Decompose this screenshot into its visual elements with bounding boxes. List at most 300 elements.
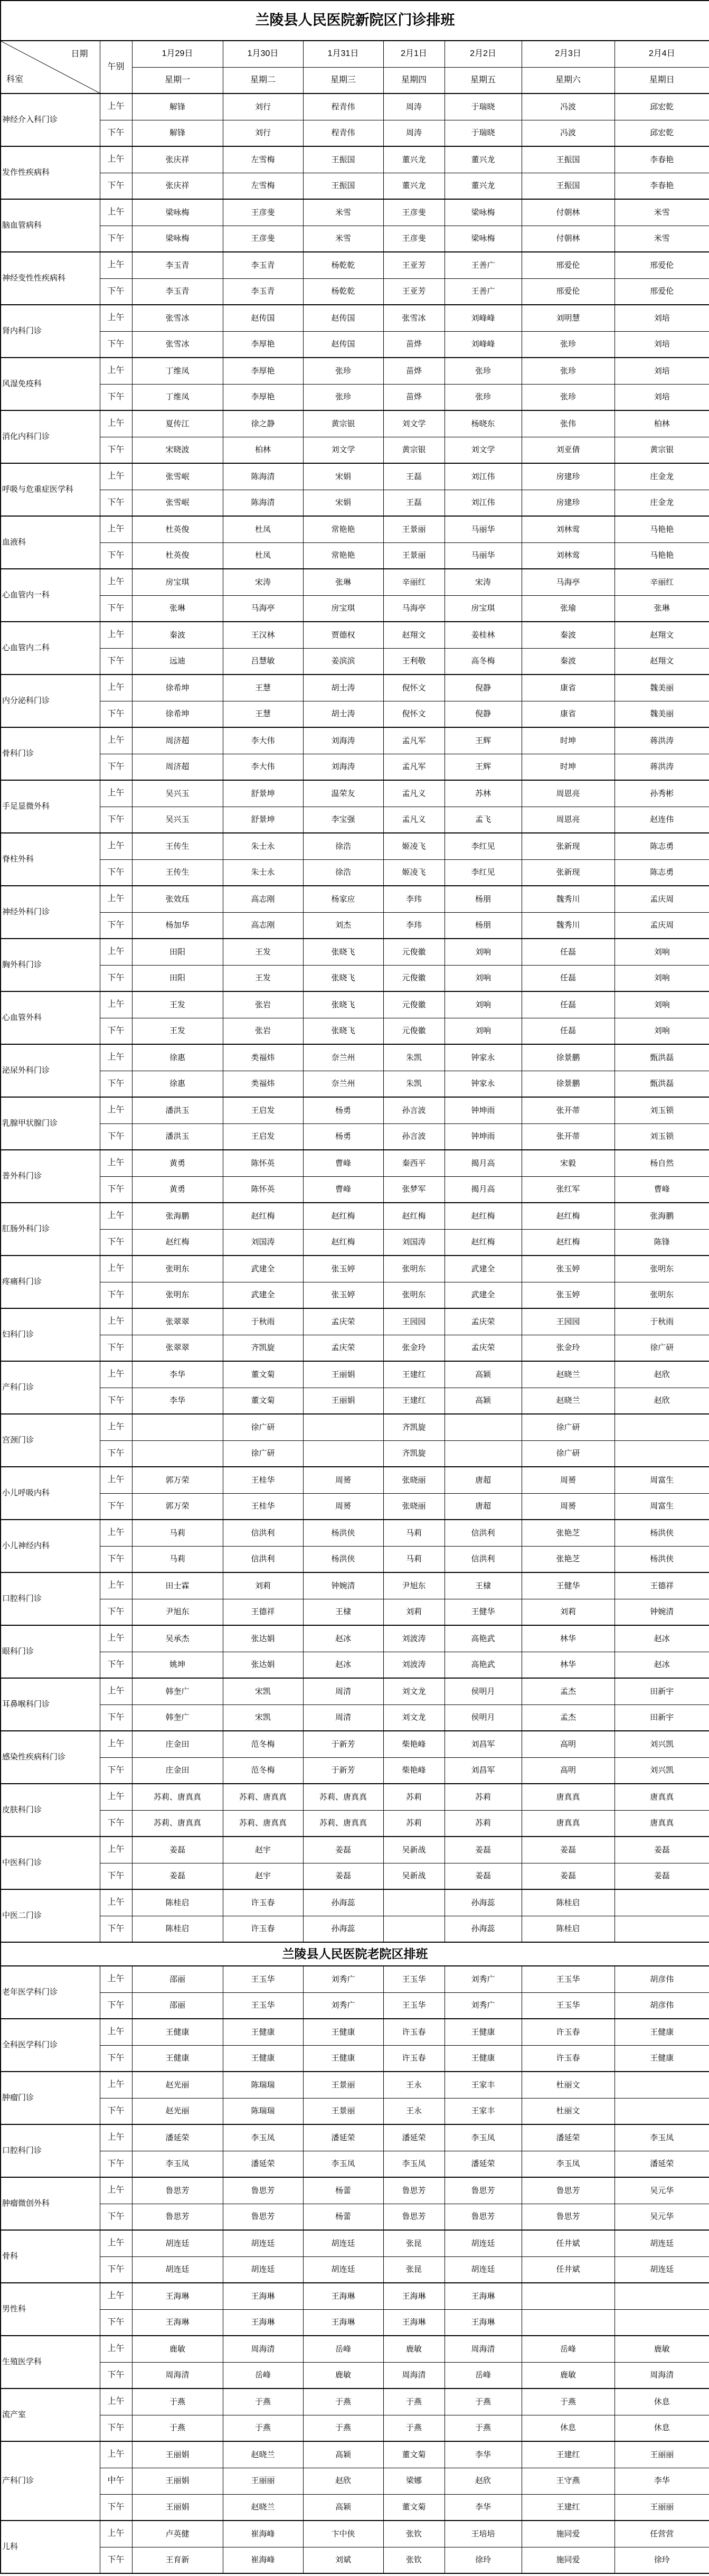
schedule-cell: 任磊: [522, 965, 615, 991]
schedule-cell: 杨晓东: [445, 410, 522, 437]
schedule-cell: 刘莉: [383, 1599, 445, 1625]
schedule-cell: 于燕: [383, 2388, 445, 2415]
schedule-cell: 张金玲: [522, 1335, 615, 1361]
schedule-cell: 梁咏梅: [445, 226, 522, 252]
schedule-cell: 张艳芝: [522, 1546, 615, 1572]
shift-label: 下午: [100, 1229, 132, 1256]
table-row: [1, 912, 709, 939]
shift-label: 上午: [100, 1467, 132, 1493]
schedule-cell: 刘文龙: [383, 1704, 445, 1731]
schedule-cell: 苏林: [445, 780, 522, 807]
schedule-cell: 于燕: [223, 2415, 303, 2441]
schedule-cell: 赵光丽: [132, 2072, 223, 2098]
schedule-cell: 王丽丽: [615, 2494, 709, 2521]
schedule-cell: 王健康: [223, 2045, 303, 2072]
department-name: 口腔科门诊: [1, 2124, 100, 2177]
schedule-cell: 高颖: [445, 1388, 522, 1414]
schedule-cell: 李玉青: [223, 252, 303, 278]
schedule-cell: 岳峰: [522, 2336, 615, 2362]
table-row: [1, 1599, 709, 1625]
date-header: 2月2日: [445, 41, 522, 67]
schedule-cell: 孟杰: [522, 1678, 615, 1704]
schedule-cell: 胡士涛: [303, 701, 383, 727]
schedule-cell: 王海琳: [383, 2283, 445, 2309]
schedule-cell: 房宝琪: [445, 595, 522, 622]
schedule-cell: 赵翔文: [615, 648, 709, 675]
department-name: 中医科门诊: [1, 1837, 100, 1889]
schedule-cell: 吴兴玉: [132, 807, 223, 833]
department-name: 泌尿外科门诊: [1, 1044, 100, 1097]
date-header: 1月30日: [223, 41, 303, 67]
schedule-cell: 王家丰: [445, 2098, 522, 2124]
schedule-cell: 宋凯: [223, 1704, 303, 1731]
schedule-cell: 王健康: [445, 2045, 522, 2072]
schedule-cell: 马海亭: [522, 569, 615, 595]
department-name: 耳鼻喉科门诊: [1, 1678, 100, 1731]
schedule-cell: 周恩亮: [522, 807, 615, 833]
schedule-cell: 苏莉、唐真真: [303, 1810, 383, 1837]
schedule-cell: 王景丽: [303, 2098, 383, 2124]
schedule-cell: 姬凌飞: [383, 833, 445, 859]
table-row: [1, 93, 709, 120]
schedule-cell: 吕慧敏: [223, 648, 303, 675]
schedule-cell: 潘洪玉: [132, 1097, 223, 1123]
schedule-cell: 张新现: [522, 859, 615, 886]
schedule-cell: 鲁思芳: [383, 2204, 445, 2230]
table-row: [1, 1044, 709, 1071]
schedule-cell: 王玉华: [383, 1992, 445, 2019]
schedule-cell: 潘延荣: [615, 2151, 709, 2177]
schedule-cell: 武建全: [223, 1256, 303, 1282]
schedule-cell: 唐超: [445, 1467, 522, 1493]
schedule-cell: 刘响: [615, 991, 709, 1018]
schedule-cell: 柴艳峰: [383, 1731, 445, 1757]
schedule-cell: 孟凡军: [383, 727, 445, 754]
shift-label: 上午: [100, 1784, 132, 1810]
schedule-cell: 刘响: [615, 965, 709, 991]
shift-label: 下午: [100, 2151, 132, 2177]
schedule-cell: [522, 2283, 615, 2309]
schedule-cell: 周海清: [132, 2362, 223, 2388]
date-header: 2月1日: [383, 41, 445, 67]
schedule-cell: 时坤: [522, 727, 615, 754]
table-row: [1, 2124, 709, 2151]
schedule-cell: 李红见: [445, 859, 522, 886]
department-name: 心血管内一科: [1, 569, 100, 622]
shift-label: 上午: [100, 886, 132, 912]
schedule-cell: 胡彦伟: [615, 1966, 709, 1992]
schedule-cell: 王丽丽: [223, 2468, 303, 2494]
shift-label: 上午: [100, 2230, 132, 2256]
schedule-cell: 孟凡义: [383, 780, 445, 807]
schedule-cell: 王桂华: [223, 1467, 303, 1493]
schedule-cell: 张金玲: [383, 1335, 445, 1361]
date-header: 2月3日: [522, 41, 615, 67]
shift-label: 下午: [100, 2045, 132, 2072]
shift-label: 下午: [100, 754, 132, 780]
schedule-cell: 徐玲: [615, 2547, 709, 2573]
schedule-cell: 陈志勇: [615, 859, 709, 886]
corner-date-label: 日期: [71, 50, 88, 59]
schedule-cell: 张新现: [522, 833, 615, 859]
weekday-header: 星期日: [615, 67, 709, 93]
schedule-cell: 刘峰峰: [445, 305, 522, 331]
table-row: [1, 1361, 709, 1388]
schedule-cell: 张庆祥: [132, 173, 223, 199]
shift-label: 上午: [100, 1256, 132, 1282]
schedule-cell: 张艳芝: [522, 1520, 615, 1546]
schedule-cell: 张雪岷: [132, 463, 223, 490]
schedule-cell: 类福炜: [223, 1071, 303, 1097]
department-name: 小儿呼吸内科: [1, 1467, 100, 1520]
department-name: 神经外科门诊: [1, 886, 100, 939]
schedule-cell: 宋涛: [223, 569, 303, 595]
schedule-cell: 周涛: [383, 93, 445, 120]
schedule-cell: 许玉春: [223, 1889, 303, 1916]
schedule-cell: 钟婉清: [615, 1599, 709, 1625]
schedule-cell: 刘斌: [303, 2547, 383, 2573]
schedule-cell: 鹿敏: [383, 2336, 445, 2362]
shift-label: 上午: [100, 2124, 132, 2151]
schedule-cell: 田新宇: [615, 1704, 709, 1731]
schedule-cell: 曹峰: [303, 1150, 383, 1176]
schedule-cell: 王玉华: [522, 1992, 615, 2019]
schedule-cell: 米雪: [303, 199, 383, 226]
schedule-cell: 王海琳: [132, 2283, 223, 2309]
schedule-cell: 李大伟: [223, 754, 303, 780]
shift-label: 下午: [100, 2309, 132, 2336]
table-row: [1, 939, 709, 965]
schedule-cell: 王丽丽: [615, 2441, 709, 2468]
schedule-cell: 李厚艳: [223, 331, 303, 358]
schedule-cell: 王善广: [445, 278, 522, 305]
shift-label: 上午: [100, 1678, 132, 1704]
schedule-cell: 刘昌军: [445, 1757, 522, 1784]
schedule-cell: 刘培: [615, 384, 709, 410]
schedule-cell: 侯明月: [445, 1678, 522, 1704]
schedule-cell: 柏林: [615, 410, 709, 437]
table-row: [1, 1520, 709, 1546]
schedule-cell: 孙海蕊: [303, 1916, 383, 1942]
shift-label: 下午: [100, 1071, 132, 1097]
schedule-cell: 孟庆荣: [445, 1335, 522, 1361]
schedule-cell: 于燕: [445, 2388, 522, 2415]
schedule-cell: 赵欣: [615, 1388, 709, 1414]
schedule-cell: 舒景坤: [223, 807, 303, 833]
schedule-cell: 张达娟: [223, 1625, 303, 1652]
schedule-cell: [303, 1414, 383, 1440]
schedule-cell: 孟庆荣: [303, 1335, 383, 1361]
schedule-cell: 潘洪玉: [132, 1123, 223, 1150]
schedule-cell: 钟家永: [445, 1071, 522, 1097]
schedule-cell: 信洪利: [445, 1520, 522, 1546]
weekday-header: 星期三: [303, 67, 383, 93]
schedule-cell: 刘响: [615, 939, 709, 965]
schedule-cell: 庄金田: [132, 1757, 223, 1784]
table-row: [1, 1467, 709, 1493]
shift-label: 上午: [100, 1625, 132, 1652]
shift-label: 上午: [100, 2072, 132, 2098]
schedule-cell: [615, 1889, 709, 1916]
schedule-cell: 王永: [383, 2098, 445, 2124]
schedule-cell: 苏莉: [445, 1784, 522, 1810]
schedule-cell: 徐希坤: [132, 675, 223, 701]
table-row: [1, 1388, 709, 1414]
schedule-cell: [383, 1916, 445, 1942]
schedule-cell: 徐广研: [615, 1335, 709, 1361]
schedule-cell: 赵欣: [445, 2468, 522, 2494]
schedule-cell: 杨家应: [303, 886, 383, 912]
table-row: [1, 2494, 709, 2521]
table-row: [1, 252, 709, 278]
schedule-cell: 范冬梅: [223, 1757, 303, 1784]
table-row: [1, 1916, 709, 1942]
department-name: 产科门诊: [1, 2441, 100, 2521]
table-row: [1, 2045, 709, 2072]
schedule-cell: 吴新战: [383, 1863, 445, 1889]
department-name: 感染性疾病科门诊: [1, 1731, 100, 1784]
schedule-cell: 王亚芳: [383, 278, 445, 305]
schedule-cell: 徐广研: [522, 1414, 615, 1440]
schedule-cell: 程青伟: [303, 93, 383, 120]
schedule-cell: 赵冰: [615, 1625, 709, 1652]
schedule-cell: [445, 1414, 522, 1440]
schedule-cell: 王丽娟: [303, 1361, 383, 1388]
schedule-cell: 林华: [522, 1625, 615, 1652]
schedule-cell: 李厚艳: [223, 358, 303, 384]
department-name: 血液科: [1, 516, 100, 569]
schedule-cell: 马莉: [132, 1546, 223, 1572]
schedule-cell: 田阳: [132, 965, 223, 991]
schedule-cell: 李华: [445, 2441, 522, 2468]
table-row: [1, 226, 709, 252]
schedule-cell: 赵连伟: [615, 807, 709, 833]
schedule-cell: 王景丽: [383, 542, 445, 569]
table-row: [1, 278, 709, 305]
schedule-cell: 赵晓兰: [223, 2441, 303, 2468]
schedule-cell: 苗烨: [383, 331, 445, 358]
schedule-cell: 苏莉、唐真真: [303, 1784, 383, 1810]
department-name: 呼吸与危重症医学科: [1, 463, 100, 516]
schedule-cell: 王健康: [303, 2045, 383, 2072]
schedule-cell: 张琳: [615, 595, 709, 622]
shift-label: 上午: [100, 1044, 132, 1071]
schedule-cell: 康省: [522, 701, 615, 727]
schedule-cell: 周济超: [132, 754, 223, 780]
department-name: 骨科: [1, 2230, 100, 2283]
schedule-cell: 胡连廷: [445, 2230, 522, 2256]
shift-label: 下午: [100, 490, 132, 516]
schedule-cell: 张晓飞: [303, 965, 383, 991]
schedule-cell: 曹峰: [615, 1176, 709, 1203]
schedule-cell: 潘延荣: [223, 2151, 303, 2177]
schedule-cell: 康省: [522, 675, 615, 701]
schedule-cell: 丁维凤: [132, 384, 223, 410]
schedule-cell: 刘响: [445, 965, 522, 991]
shift-label: 上午: [100, 1203, 132, 1229]
schedule-cell: 苗烨: [383, 384, 445, 410]
schedule-cell: 潘延荣: [303, 2124, 383, 2151]
corner-cell: [1, 41, 100, 93]
schedule-cell: 徐广研: [522, 1440, 615, 1467]
shift-label: 上午: [100, 1520, 132, 1546]
schedule-cell: 周清: [303, 1678, 383, 1704]
schedule-cell: 韩奎广: [132, 1704, 223, 1731]
shift-label: 下午: [100, 1916, 132, 1942]
schedule-cell: 刘文学: [383, 410, 445, 437]
schedule-cell: 孙海蕊: [303, 1889, 383, 1916]
schedule-cell: 魏秀川: [522, 886, 615, 912]
schedule-cell: 王海琳: [223, 2283, 303, 2309]
schedule-cell: 潘延荣: [383, 2124, 445, 2151]
schedule-cell: [615, 2309, 709, 2336]
schedule-cell: 钟坤雨: [445, 1123, 522, 1150]
table-row: [1, 2362, 709, 2388]
table-row: [1, 1150, 709, 1176]
schedule-cell: [445, 1440, 522, 1467]
schedule-cell: 张明东: [615, 1282, 709, 1308]
schedule-cell: 张玉婷: [522, 1282, 615, 1308]
schedule-cell: 张效珏: [132, 886, 223, 912]
schedule-cell: 孙言波: [383, 1123, 445, 1150]
shift-label: 上午: [100, 516, 132, 542]
schedule-cell: 奈兰州: [303, 1044, 383, 1071]
schedule-cell: 刘秀广: [303, 1966, 383, 1992]
schedule-cell: 房建珍: [522, 463, 615, 490]
department-name: 全科医学科门诊: [1, 2019, 100, 2072]
table-row: [1, 2098, 709, 2124]
schedule-cell: 胡连廷: [303, 2256, 383, 2283]
department-name: 胸外科门诊: [1, 939, 100, 991]
department-name: 心血管内二科: [1, 622, 100, 675]
shift-label: 上午: [100, 410, 132, 437]
schedule-cell: 任井斌: [522, 2230, 615, 2256]
schedule-cell: 于新芳: [303, 1731, 383, 1757]
schedule-cell: 吴承杰: [132, 1625, 223, 1652]
schedule-cell: 刘亚倩: [522, 437, 615, 463]
schedule-cell: 赵宇: [223, 1837, 303, 1863]
schedule-cell: [303, 1440, 383, 1467]
schedule-cell: 许玉春: [522, 2019, 615, 2045]
table-row: [1, 2441, 709, 2468]
schedule-cell: 王健康: [132, 2045, 223, 2072]
schedule-cell: 杨勇: [303, 1123, 383, 1150]
schedule-cell: 朱凯: [383, 1071, 445, 1097]
schedule-cell: 秦波: [132, 622, 223, 648]
department-name: 普外科门诊: [1, 1150, 100, 1203]
table-row: [1, 1282, 709, 1308]
schedule-cell: 马艳艳: [615, 542, 709, 569]
schedule-cell: 王发: [132, 1018, 223, 1044]
schedule-cell: 徐景鹏: [522, 1044, 615, 1071]
shift-label: 上午: [100, 939, 132, 965]
schedule-cell: 张明东: [615, 1256, 709, 1282]
schedule-cell: 刘国涛: [223, 1229, 303, 1256]
schedule-cell: 张海鹏: [132, 1203, 223, 1229]
schedule-cell: 武建全: [445, 1282, 522, 1308]
schedule-cell: 李玉凤: [383, 2151, 445, 2177]
schedule-cell: 齐凯旋: [383, 1440, 445, 1467]
schedule-cell: 张明东: [132, 1256, 223, 1282]
schedule-cell: 周富生: [615, 1493, 709, 1520]
department-name: 消化内科门诊: [1, 410, 100, 463]
schedule-cell: 刘行: [223, 120, 303, 146]
schedule-cell: 杨自然: [615, 1150, 709, 1176]
schedule-cell: 张开蒂: [522, 1123, 615, 1150]
schedule-cell: 赵红梅: [132, 1229, 223, 1256]
schedule-cell: 许玉春: [383, 2019, 445, 2045]
department-name: 口腔科门诊: [1, 1572, 100, 1625]
schedule-cell: 董兴龙: [445, 146, 522, 173]
schedule-cell: 元俊徽: [383, 939, 445, 965]
shift-label: 下午: [100, 1599, 132, 1625]
schedule-cell: 马莉: [383, 1520, 445, 1546]
schedule-cell: 张开蒂: [522, 1097, 615, 1123]
schedule-cell: 王德祥: [615, 1572, 709, 1599]
schedule-cell: 鲁思芳: [383, 2177, 445, 2204]
schedule-cell: 侯明月: [445, 1704, 522, 1731]
department-name: 老年医学科门诊: [1, 1966, 100, 2019]
schedule-cell: 赵翔文: [383, 622, 445, 648]
schedule-cell: 常艳艳: [303, 516, 383, 542]
shift-label: 下午: [100, 701, 132, 727]
schedule-cell: 王发: [223, 939, 303, 965]
schedule-cell: 王传生: [132, 859, 223, 886]
schedule-cell: 张钦: [383, 2521, 445, 2547]
schedule-cell: 张晓丽: [383, 1493, 445, 1520]
shift-label: 下午: [100, 437, 132, 463]
schedule-cell: 张明东: [383, 1256, 445, 1282]
schedule-cell: [615, 1916, 709, 1942]
schedule-cell: 唐真真: [522, 1810, 615, 1837]
schedule-cell: 王彦斐: [383, 226, 445, 252]
schedule-cell: 房宝琪: [303, 595, 383, 622]
schedule-cell: 徐景鹏: [522, 1071, 615, 1097]
table-row: [1, 146, 709, 173]
schedule-cell: 于燕: [303, 2388, 383, 2415]
schedule-cell: 邢爱伦: [615, 278, 709, 305]
shift-label: 下午: [100, 1282, 132, 1308]
schedule-cell: 梁娜: [383, 2468, 445, 2494]
schedule-cell: 于燕: [303, 2415, 383, 2441]
schedule-cell: 刘文龙: [383, 1678, 445, 1704]
schedule-cell: 孙秀彬: [615, 780, 709, 807]
schedule-cell: 远迪: [132, 648, 223, 675]
shift-label: 上午: [100, 1889, 132, 1916]
table-row: [1, 516, 709, 542]
schedule-cell: 韩奎广: [132, 1678, 223, 1704]
schedule-cell: 王园园: [522, 1308, 615, 1335]
shift-label: 上午: [100, 2177, 132, 2204]
schedule-cell: 陈海清: [223, 463, 303, 490]
schedule-cell: 李红见: [445, 833, 522, 859]
table-row: [1, 358, 709, 384]
schedule-cell: 张晓飞: [303, 1018, 383, 1044]
schedule-cell: 周海清: [223, 2336, 303, 2362]
section-title: 兰陵县人民医院老院区排班: [1, 1942, 709, 1966]
schedule-cell: 元俊徽: [383, 1018, 445, 1044]
schedule-cell: 米雪: [303, 226, 383, 252]
shift-label: 上午: [100, 727, 132, 754]
schedule-cell: 李春艳: [615, 173, 709, 199]
schedule-cell: 李玉凤: [223, 2124, 303, 2151]
schedule-cell: 高艳武: [445, 1652, 522, 1678]
schedule-cell: 王振国: [303, 146, 383, 173]
schedule-cell: 王玉华: [223, 1966, 303, 1992]
schedule-cell: [615, 2283, 709, 2309]
schedule-cell: 赵传国: [303, 331, 383, 358]
shift-label: 下午: [100, 226, 132, 252]
